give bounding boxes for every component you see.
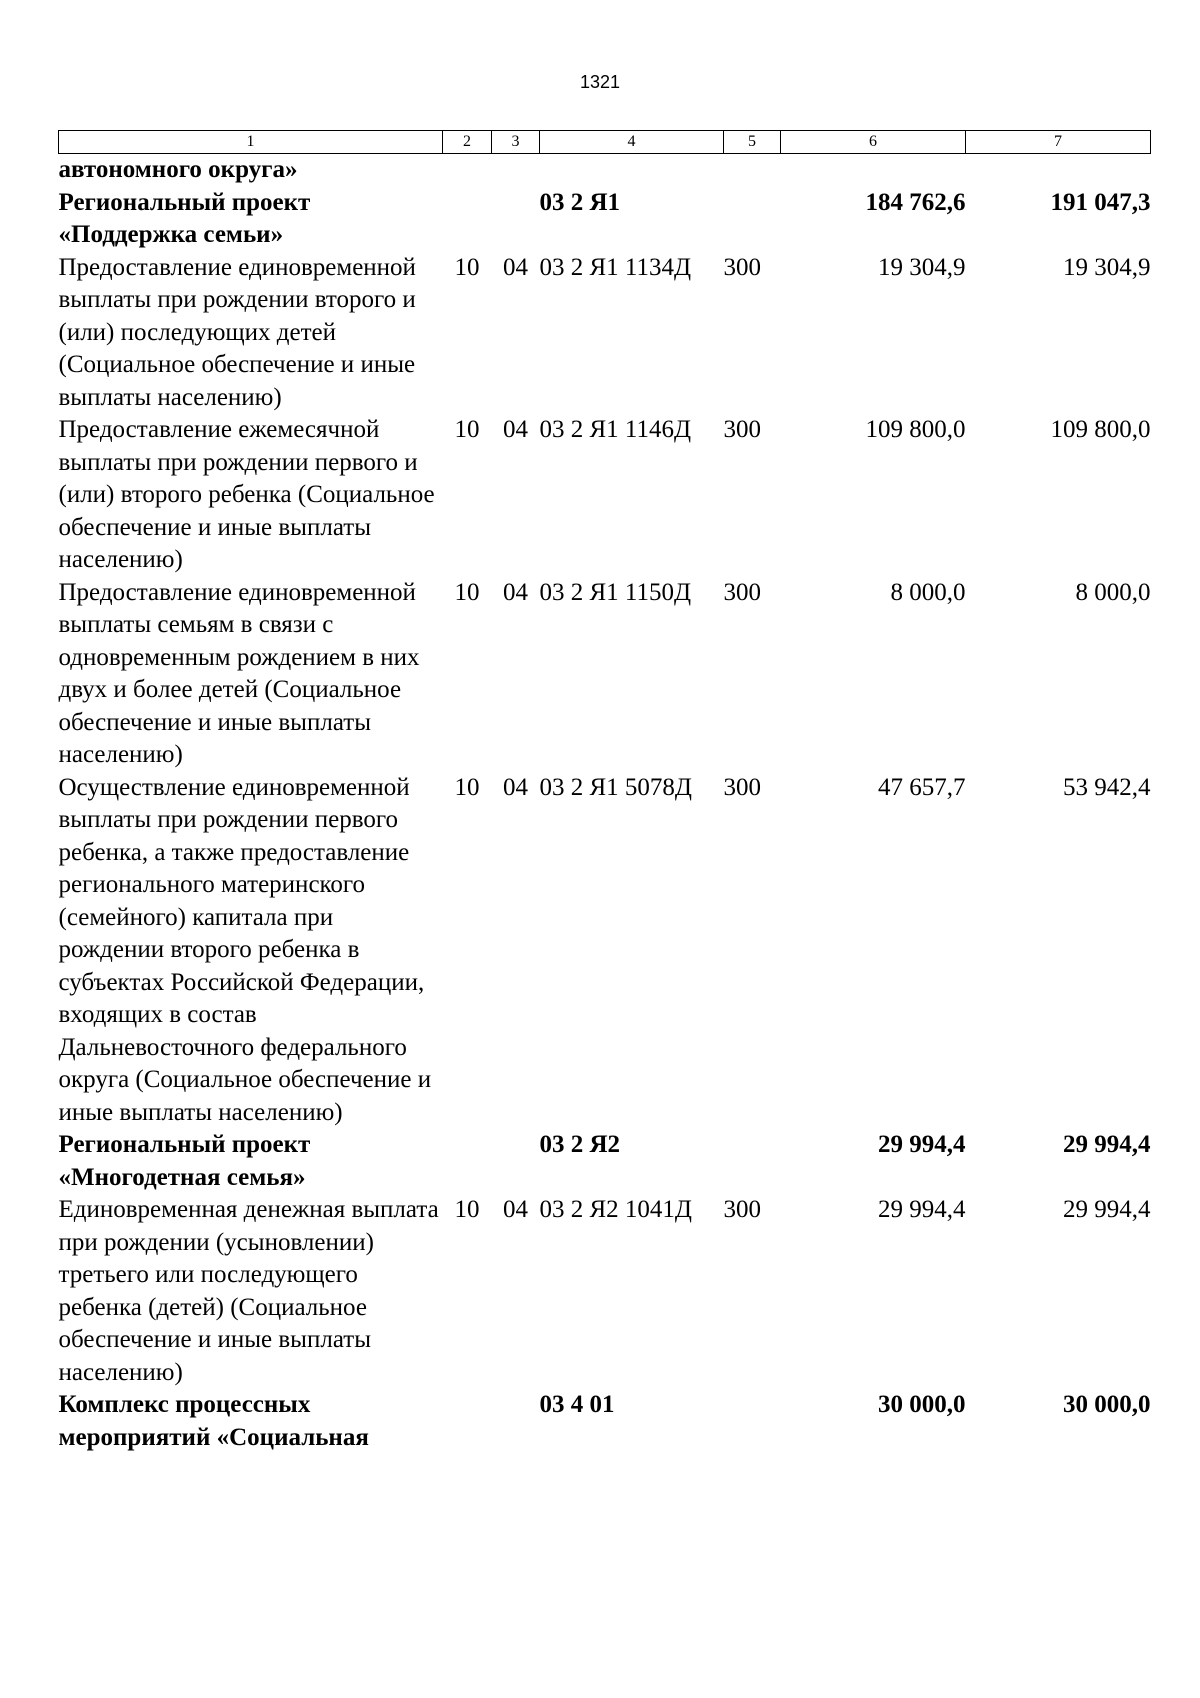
subsection-code: 04 [503,253,528,281]
section-code [443,154,492,187]
amount-year-1: 109 800,0 [865,416,966,443]
target-article-code: 03 2 Я1 [539,188,621,216]
table-row [59,1129,1151,1194]
target-article-code: 03 2 Я1 1146Д [539,416,692,443]
expense-type-code [724,154,781,187]
table-row [59,772,1151,1130]
expense-type-code [724,187,781,252]
subsection-code [492,187,540,252]
section-code [443,1389,492,1454]
expense-type-code: 300 [723,773,761,801]
item-name: Региональный проект «Многодетная семья» [58,1131,311,1191]
expense-type-code: 300 [723,578,761,606]
table-row [59,252,1151,415]
target-article-code: 03 4 01 [539,1391,615,1418]
column-header: 2 [443,131,492,154]
item-name: Единовременная денежная выплата при рождении (усыновлении) третьего или последующего ребенка (детей) (Социальное обеспечение и иные выплаты населению) [58,1196,439,1386]
section-code [443,1129,492,1194]
section-code: 10 [454,773,480,801]
amount-year-1 [781,154,966,187]
section-code: 10 [454,416,480,443]
target-article-code: 03 2 Я2 1041Д [539,1196,692,1223]
amount-year-2: 19 304,9 [1063,253,1151,281]
table-body [59,154,1151,1455]
amount-year-1: 29 994,4 [878,1131,966,1158]
expense-type-code: 300 [723,1196,761,1223]
amount-year-2: 109 800,0 [1050,416,1151,443]
target-article-code: 03 2 Я1 1134Д [539,253,692,281]
item-name: Региональный проект «Поддержка семьи» [58,188,311,248]
target-article-code [540,154,724,187]
item-name: автономного округа» [58,156,298,183]
column-header: 3 [492,131,540,154]
amount-year-1: 8 000,0 [890,578,966,606]
amount-year-2: 29 994,4 [1063,1131,1151,1158]
table-row [59,154,1151,187]
subsection-code [492,1129,540,1194]
amount-year-1: 29 994,4 [878,1196,966,1223]
amount-year-2: 191 047,3 [1050,188,1151,216]
table-row [59,1389,1151,1454]
expense-type-code [724,1389,781,1454]
subsection-code [492,154,540,187]
subsection-code: 04 [503,578,528,606]
amount-year-1: 184 762,6 [865,188,966,216]
item-name: Осуществление единовременной выплаты при рождении первого ребенка, а также предоставление регионального материнского (семейного) капитала при рождении второго ребенка в субъектах Российской Федерации, входящих в состав Дальневосточного федерального округа (Социальное обеспечение и иные выплаты населению) [58,773,432,1126]
amount-year-2: 53 942,4 [1063,773,1151,801]
section-code [443,187,492,252]
target-article-code: 03 2 Я2 [539,1131,621,1158]
amount-year-1: 30 000,0 [878,1391,966,1418]
target-article-code: 03 2 Я1 1150Д [539,578,692,606]
subsection-code: 04 [503,773,528,801]
table-row [59,187,1151,252]
page-number: 1321 [579,72,621,92]
amount-year-2: 30 000,0 [1063,1391,1151,1418]
expense-type-code: 300 [723,416,761,443]
item-name: Предоставление единовременной выплаты семьям в связи с одновременным рождением в них двух и более детей (Социальное обеспечение и иные выплаты населению) [58,578,420,768]
item-name: Комплекс процессных мероприятий «Социальная [58,1391,369,1451]
expense-type-code [724,1129,781,1194]
budget-table [58,130,1151,1454]
amount-year-2 [966,154,1151,187]
table-row [59,414,1151,577]
section-code: 10 [454,1196,480,1223]
amount-year-2: 29 994,4 [1063,1196,1151,1223]
amount-year-1: 19 304,9 [878,253,966,281]
target-article-code: 03 2 Я1 5078Д [539,773,692,801]
table-row [59,1194,1151,1389]
column-header: 4 [540,131,724,154]
column-header: 6 [781,131,966,154]
section-code: 10 [454,578,480,606]
subsection-code: 04 [503,1196,528,1223]
expense-type-code: 300 [723,253,761,281]
column-number-row [59,131,1151,154]
column-header: 5 [724,131,781,154]
table-header [59,131,1151,154]
amount-year-1: 47 657,7 [878,773,966,801]
subsection-code [492,1389,540,1454]
item-name: Предоставление ежемесячной выплаты при рождении первого и (или) второго ребенка (Социальное обеспечение и иные выплаты населению) [58,416,435,573]
table-row [59,577,1151,772]
column-header: 7 [966,131,1151,154]
item-name: Предоставление единовременной выплаты при рождении второго и (или) последующих детей (Социальное обеспечение и иные выплаты населению) [58,253,416,411]
section-code: 10 [454,253,480,281]
column-header: 1 [59,131,443,154]
subsection-code: 04 [503,416,528,443]
amount-year-2: 8 000,0 [1075,578,1151,606]
